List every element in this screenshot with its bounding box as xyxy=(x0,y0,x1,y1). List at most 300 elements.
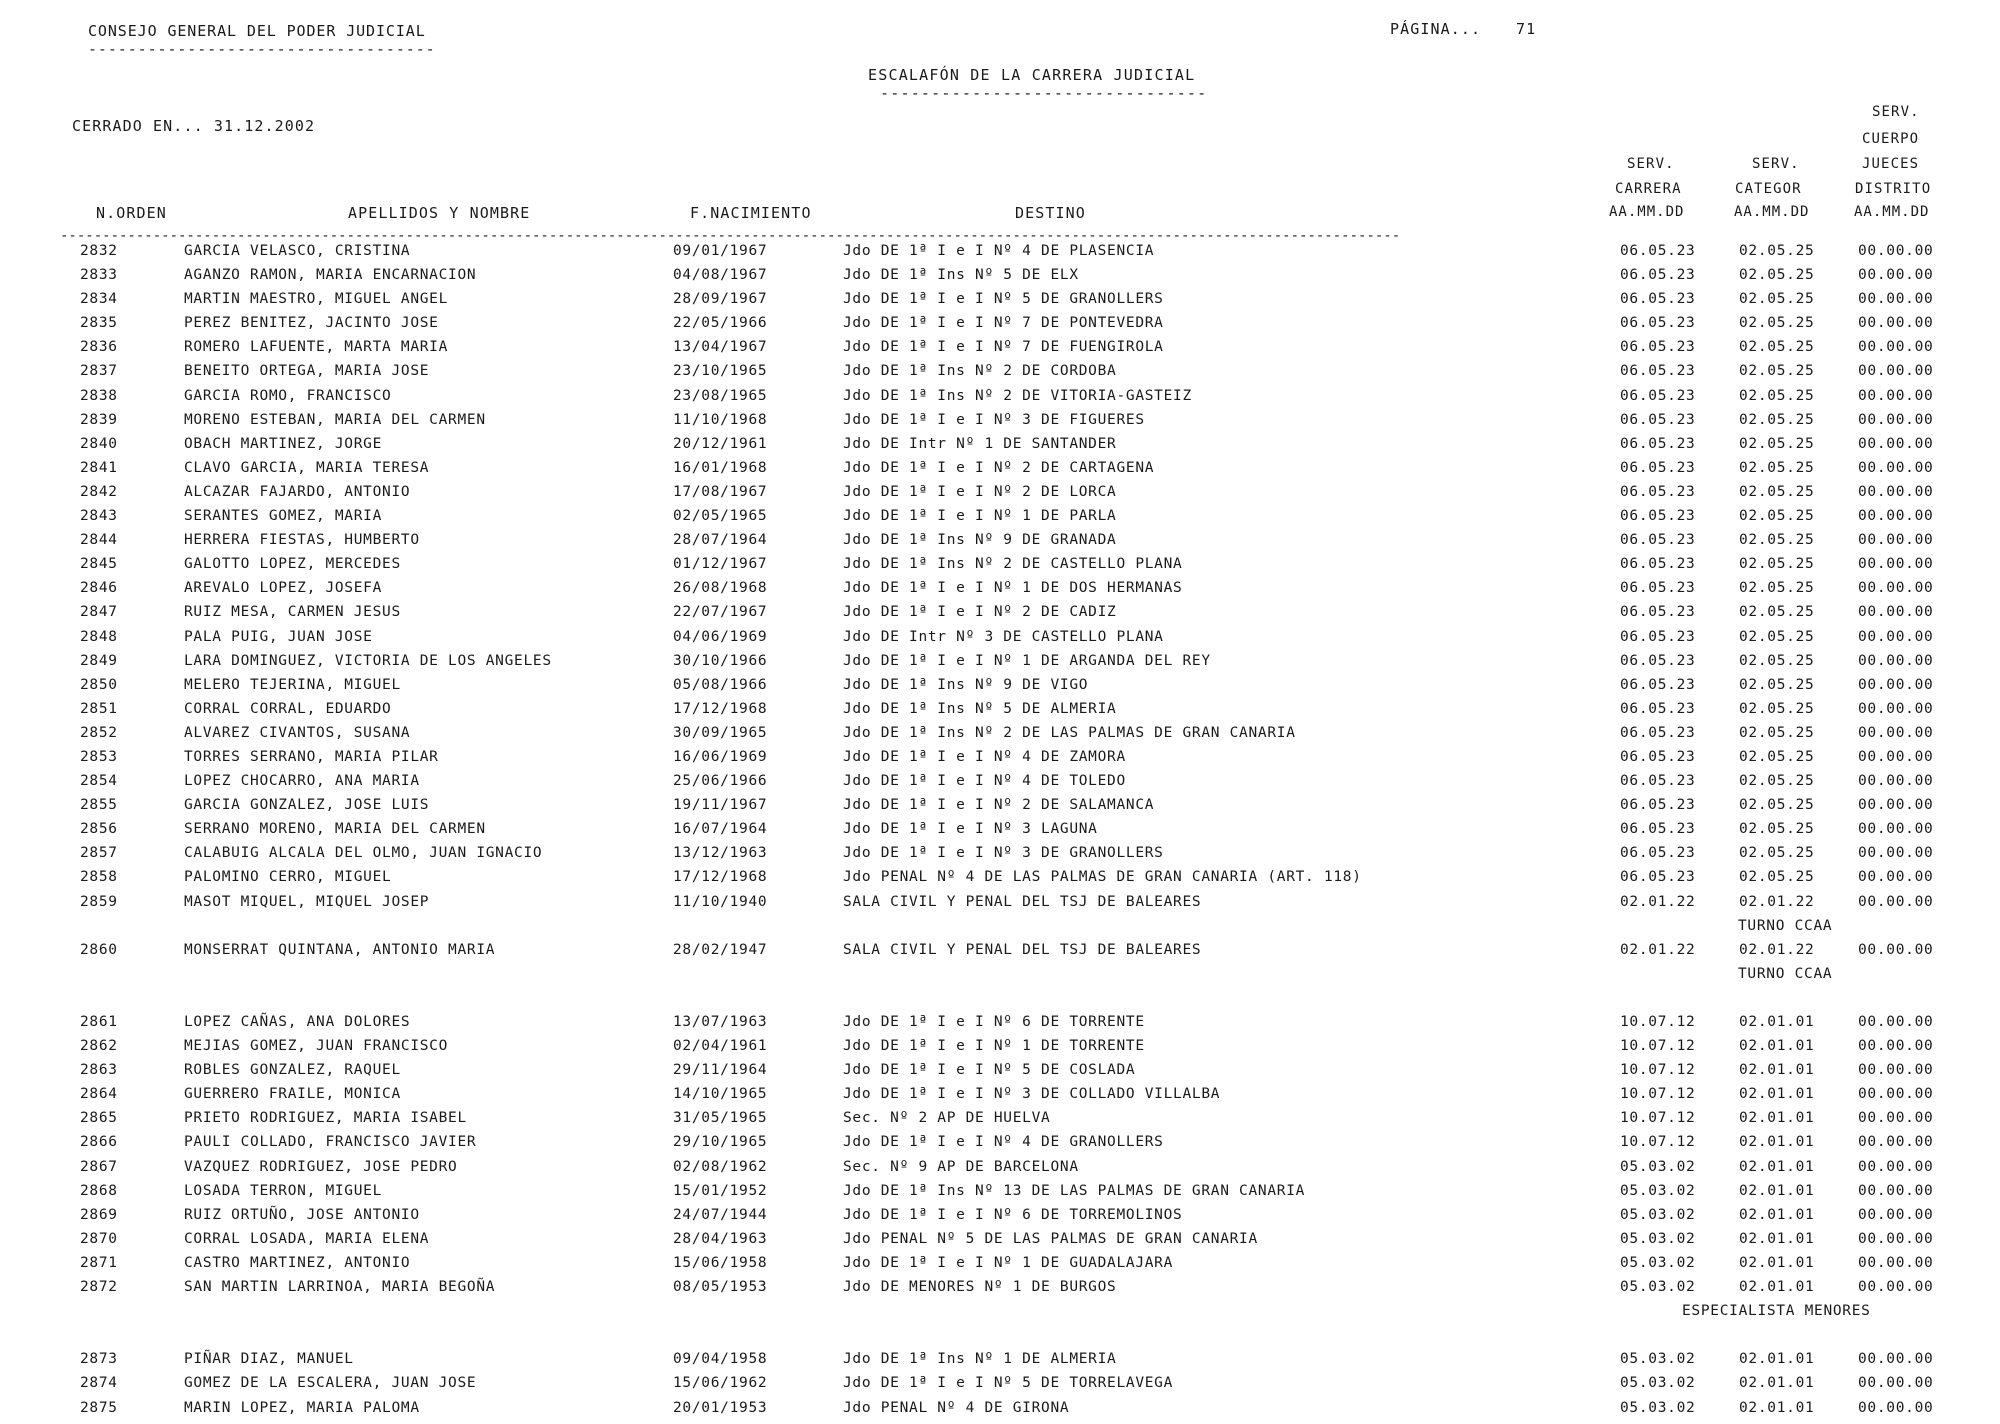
row-f-nacimiento: 08/05/1953 xyxy=(673,1279,768,1296)
row-serv-carrera: 10.07.12 xyxy=(1620,1110,1696,1127)
row-serv-categor: 02.01.22 xyxy=(1739,941,1815,958)
row-destino: Jdo DE 1ª Ins Nº 1 DE ALMERIA xyxy=(843,1351,1117,1368)
row-serv-carrera: 06.05.23 xyxy=(1620,532,1696,549)
row-serv-distrito: 00.00.00 xyxy=(1858,508,1934,525)
row-f-nacimiento: 16/01/1968 xyxy=(673,459,768,476)
row-f-nacimiento: 29/10/1965 xyxy=(673,1134,768,1151)
row-destino: Jdo DE 1ª I e I Nº 5 DE GRANOLLERS xyxy=(843,291,1164,308)
row-serv-distrito: 00.00.00 xyxy=(1858,243,1934,259)
row-apellidos-nombre: MONSERRAT QUINTANA, ANTONIO MARIA xyxy=(184,941,496,958)
row-n-orden: 2857 xyxy=(80,845,118,862)
row-destino: Jdo DE 1ª I e I Nº 6 DE TORREMOLINOS xyxy=(843,1206,1183,1223)
row-serv-categor: 02.05.25 xyxy=(1739,339,1815,356)
header-separator-rule: --------------------------------------------------------------------------------------------------------------------------------------------------------------- xyxy=(60,228,1401,244)
row-destino: Jdo DE 1ª Ins Nº 5 DE ELX xyxy=(843,267,1079,284)
row-apellidos-nombre: TORRES SERRANO, MARIA PILAR xyxy=(184,748,439,765)
row-destino: Jdo DE 1ª I e I Nº 6 DE TORRENTE xyxy=(843,1014,1145,1030)
row-apellidos-nombre: ALVAREZ CIVANTOS, SUSANA xyxy=(184,724,411,741)
row-serv-carrera: 05.03.02 xyxy=(1620,1375,1696,1392)
row-n-orden: 2847 xyxy=(80,604,118,621)
row-serv-distrito: 00.00.00 xyxy=(1858,700,1934,717)
row-serv-carrera: 05.03.02 xyxy=(1620,1206,1696,1223)
row-destino: Jdo DE 1ª I e I Nº 2 DE CADIZ xyxy=(843,604,1117,621)
column-header-categor: CATEGOR xyxy=(1735,181,1802,197)
row-serv-carrera: 06.05.23 xyxy=(1620,508,1696,525)
row-apellidos-nombre: PALA PUIG, JUAN JOSE xyxy=(184,628,373,645)
row-apellidos-nombre: MASOT MIQUEL, MIQUEL JOSEP xyxy=(184,893,430,910)
row-f-nacimiento: 30/10/1966 xyxy=(673,652,768,669)
row-serv-carrera: 06.05.23 xyxy=(1620,748,1696,765)
row-serv-distrito: 00.00.00 xyxy=(1858,676,1934,693)
row-serv-carrera: 06.05.23 xyxy=(1620,459,1696,476)
row-n-orden: 2856 xyxy=(80,821,118,838)
row-n-orden: 2850 xyxy=(80,676,118,693)
row-n-orden: 2841 xyxy=(80,459,118,476)
row-serv-carrera: 05.03.02 xyxy=(1620,1230,1696,1247)
table-row xyxy=(0,869,2000,893)
row-serv-carrera: 06.05.23 xyxy=(1620,315,1696,332)
row-f-nacimiento: 31/05/1965 xyxy=(673,1110,768,1127)
row-apellidos-nombre: GALOTTO LOPEZ, MERCEDES xyxy=(184,556,401,573)
table-row xyxy=(0,436,2000,460)
row-serv-categor: 02.01.01 xyxy=(1739,1110,1815,1127)
row-destino: Jdo DE Intr Nº 3 DE CASTELLO PLANA xyxy=(843,628,1164,645)
row-apellidos-nombre: CORRAL CORRAL, EDUARDO xyxy=(184,700,392,717)
table-row xyxy=(0,484,2000,508)
row-serv-categor: 02.05.25 xyxy=(1739,315,1815,332)
row-f-nacimiento: 16/07/1964 xyxy=(673,821,768,838)
row-serv-distrito: 00.00.00 xyxy=(1858,387,1934,404)
row-serv-carrera: 05.03.02 xyxy=(1620,1254,1696,1271)
row-n-orden: 2874 xyxy=(80,1375,118,1392)
row-serv-carrera: 10.07.12 xyxy=(1620,1062,1696,1079)
column-header-apellidos-nombre: APELLIDOS Y NOMBRE xyxy=(348,204,531,222)
row-destino: Jdo DE 1ª I e I Nº 1 DE TORRENTE xyxy=(843,1038,1145,1055)
row-f-nacimiento: 26/08/1968 xyxy=(673,580,768,597)
row-n-orden: 2865 xyxy=(80,1110,118,1127)
row-n-orden: 2855 xyxy=(80,797,118,814)
row-n-orden: 2843 xyxy=(80,508,118,525)
row-serv-distrito: 00.00.00 xyxy=(1858,1014,1934,1030)
row-serv-carrera: 05.03.02 xyxy=(1620,1399,1696,1416)
row-n-orden: 2859 xyxy=(80,893,118,910)
row-destino: Sec. Nº 2 AP DE HUELVA xyxy=(843,1110,1051,1127)
row-destino: Jdo DE Intr Nº 1 DE SANTANDER xyxy=(843,435,1117,452)
row-serv-carrera: 06.05.23 xyxy=(1620,435,1696,452)
row-serv-distrito: 00.00.00 xyxy=(1858,724,1934,741)
row-apellidos-nombre: PAULI COLLADO, FRANCISCO JAVIER xyxy=(184,1134,477,1151)
row-n-orden: 2852 xyxy=(80,724,118,741)
row-f-nacimiento: 04/06/1969 xyxy=(673,628,768,645)
table-row xyxy=(0,1400,2000,1424)
row-apellidos-nombre: PALOMINO CERRO, MIGUEL xyxy=(184,869,392,886)
row-n-orden: 2836 xyxy=(80,339,118,356)
row-destino: Jdo DE 1ª Ins Nº 9 DE VIGO xyxy=(843,676,1089,693)
row-serv-carrera: 05.03.02 xyxy=(1620,1279,1696,1296)
row-destino: Jdo DE 1ª I e I Nº 3 DE FIGUERES xyxy=(843,411,1145,428)
row-serv-carrera: 06.05.23 xyxy=(1620,845,1696,862)
row-serv-categor: 02.05.25 xyxy=(1739,435,1815,452)
page-number: 71 xyxy=(1516,20,1537,38)
row-n-orden: 2834 xyxy=(80,291,118,308)
table-row xyxy=(0,1207,2000,1231)
row-destino: Jdo DE 1ª Ins Nº 5 DE ALMERIA xyxy=(843,700,1117,717)
row-f-nacimiento: 23/10/1965 xyxy=(673,363,768,380)
row-f-nacimiento: 17/12/1968 xyxy=(673,700,768,717)
row-serv-distrito: 00.00.00 xyxy=(1858,1230,1934,1247)
row-f-nacimiento: 15/06/1962 xyxy=(673,1375,768,1392)
row-apellidos-nombre: MARIN LOPEZ, MARIA PALOMA xyxy=(184,1399,420,1416)
row-apellidos-nombre: GARCIA VELASCO, CRISTINA xyxy=(184,243,411,259)
document-title-underline: -------------------------------- xyxy=(880,84,1208,102)
table-row xyxy=(0,1375,2000,1399)
row-serv-categor: 02.01.01 xyxy=(1739,1158,1815,1175)
row-note: ESPECIALISTA MENORES xyxy=(1682,1303,1871,1320)
row-f-nacimiento: 30/09/1965 xyxy=(673,724,768,741)
table-row xyxy=(0,291,2000,315)
row-destino: Jdo DE 1ª Ins Nº 2 DE CASTELLO PLANA xyxy=(843,556,1183,573)
row-apellidos-nombre: PIÑAR DIAZ, MANUEL xyxy=(184,1351,354,1368)
table-row xyxy=(0,604,2000,628)
row-serv-categor: 02.05.25 xyxy=(1739,508,1815,525)
row-serv-categor: 02.01.01 xyxy=(1739,1062,1815,1079)
row-serv-distrito: 00.00.00 xyxy=(1858,1182,1934,1199)
row-apellidos-nombre: RUIZ ORTUÑO, JOSE ANTONIO xyxy=(184,1206,420,1223)
row-serv-distrito: 00.00.00 xyxy=(1858,845,1934,862)
row-serv-distrito: 00.00.00 xyxy=(1858,315,1934,332)
row-serv-carrera: 10.07.12 xyxy=(1620,1134,1696,1151)
row-serv-categor: 02.05.25 xyxy=(1739,267,1815,284)
table-row xyxy=(0,388,2000,412)
row-f-nacimiento: 11/10/1940 xyxy=(673,893,768,910)
row-n-orden: 2844 xyxy=(80,532,118,549)
row-f-nacimiento: 13/04/1967 xyxy=(673,339,768,356)
row-n-orden: 2849 xyxy=(80,652,118,669)
table-row-note xyxy=(0,1303,2000,1327)
table-row xyxy=(0,508,2000,532)
table-row xyxy=(0,580,2000,604)
row-f-nacimiento: 13/12/1963 xyxy=(673,845,768,862)
row-serv-carrera: 06.05.23 xyxy=(1620,773,1696,790)
row-f-nacimiento: 01/12/1967 xyxy=(673,556,768,573)
row-serv-categor: 02.05.25 xyxy=(1739,556,1815,573)
row-n-orden: 2846 xyxy=(80,580,118,597)
row-apellidos-nombre: SERRANO MORENO, MARIA DEL CARMEN xyxy=(184,821,486,838)
column-header-destino: DESTINO xyxy=(1015,204,1086,222)
row-f-nacimiento: 23/08/1965 xyxy=(673,387,768,404)
row-destino: Jdo DE 1ª Ins Nº 2 DE LAS PALMAS DE GRAN CANARIA xyxy=(843,724,1296,741)
row-serv-distrito: 00.00.00 xyxy=(1858,459,1934,476)
row-apellidos-nombre: MEJIAS GOMEZ, JUAN FRANCISCO xyxy=(184,1038,449,1055)
row-n-orden: 2870 xyxy=(80,1230,118,1247)
row-n-orden: 2862 xyxy=(80,1038,118,1055)
column-header-n-orden: N.ORDEN xyxy=(96,204,167,222)
row-serv-distrito: 00.00.00 xyxy=(1858,652,1934,669)
row-n-orden: 2853 xyxy=(80,748,118,765)
column-header-serv-carrera-1: SERV. xyxy=(1627,156,1675,172)
row-serv-carrera: 02.01.22 xyxy=(1620,893,1696,910)
row-serv-distrito: 00.00.00 xyxy=(1858,1134,1934,1151)
row-apellidos-nombre: SERANTES GOMEZ, MARIA xyxy=(184,508,383,525)
row-f-nacimiento: 16/06/1969 xyxy=(673,748,768,765)
table-row xyxy=(0,460,2000,484)
closing-date: CERRADO EN... 31.12.2002 xyxy=(72,117,316,135)
row-destino: Jdo DE 1ª I e I Nº 1 DE ARGANDA DEL REY xyxy=(843,652,1211,669)
row-destino: Jdo PENAL Nº 5 DE LAS PALMAS DE GRAN CANARIA xyxy=(843,1230,1258,1247)
row-destino: Jdo DE 1ª I e I Nº 2 DE LORCA xyxy=(843,483,1117,500)
row-serv-categor: 02.01.01 xyxy=(1739,1086,1815,1103)
row-serv-categor: 02.01.01 xyxy=(1739,1182,1815,1199)
row-apellidos-nombre: CORRAL LOSADA, MARIA ELENA xyxy=(184,1230,430,1247)
row-n-orden: 2837 xyxy=(80,363,118,380)
row-serv-categor: 02.01.22 xyxy=(1739,893,1815,910)
row-serv-categor: 02.05.25 xyxy=(1739,724,1815,741)
document-title: ESCALAFÓN DE LA CARRERA JUDICIAL xyxy=(868,66,1196,84)
row-serv-distrito: 00.00.00 xyxy=(1858,1351,1934,1368)
row-serv-distrito: 00.00.00 xyxy=(1858,797,1934,814)
row-serv-carrera: 06.05.23 xyxy=(1620,580,1696,597)
row-serv-carrera: 06.05.23 xyxy=(1620,363,1696,380)
row-serv-carrera: 06.05.23 xyxy=(1620,652,1696,669)
row-serv-categor: 02.05.25 xyxy=(1739,411,1815,428)
row-destino: Jdo DE 1ª I e I Nº 7 DE FUENGIROLA xyxy=(843,339,1164,356)
table-row xyxy=(0,701,2000,725)
row-f-nacimiento: 17/08/1967 xyxy=(673,483,768,500)
table-row xyxy=(0,1014,2000,1038)
row-apellidos-nombre: CLAVO GARCIA, MARIA TERESA xyxy=(184,459,430,476)
row-serv-distrito: 00.00.00 xyxy=(1858,1279,1934,1296)
row-serv-distrito: 00.00.00 xyxy=(1858,773,1934,790)
row-serv-distrito: 00.00.00 xyxy=(1858,363,1934,380)
row-serv-categor: 02.05.25 xyxy=(1739,773,1815,790)
row-apellidos-nombre: LOPEZ CAÑAS, ANA DOLORES xyxy=(184,1014,411,1030)
table-row xyxy=(0,894,2000,918)
row-serv-distrito: 00.00.00 xyxy=(1858,483,1934,500)
row-f-nacimiento: 29/11/1964 xyxy=(673,1062,768,1079)
row-destino: Jdo DE 1ª Ins Nº 13 DE LAS PALMAS DE GRAN CANARIA xyxy=(843,1182,1306,1199)
row-n-orden: 2839 xyxy=(80,411,118,428)
row-n-orden: 2866 xyxy=(80,1134,118,1151)
row-destino: Jdo DE 1ª I e I Nº 3 LAGUNA xyxy=(843,821,1098,838)
row-f-nacimiento: 25/06/1966 xyxy=(673,773,768,790)
column-header-aa-mm-dd-carrera: AA.MM.DD xyxy=(1609,204,1685,220)
row-f-nacimiento: 02/05/1965 xyxy=(673,508,768,525)
row-destino: Jdo DE 1ª I e I Nº 1 DE PARLA xyxy=(843,508,1117,525)
row-f-nacimiento: 22/05/1966 xyxy=(673,315,768,332)
table-row xyxy=(0,1110,2000,1134)
row-f-nacimiento: 22/07/1967 xyxy=(673,604,768,621)
table-row xyxy=(0,1134,2000,1158)
row-apellidos-nombre: OBACH MARTINEZ, JORGE xyxy=(184,435,383,452)
row-destino: Jdo DE 1ª I e I Nº 4 DE TOLEDO xyxy=(843,773,1126,790)
table-row xyxy=(0,1255,2000,1279)
row-destino: Jdo DE 1ª I e I Nº 5 DE COSLADA xyxy=(843,1062,1136,1079)
row-serv-categor: 02.01.01 xyxy=(1739,1230,1815,1247)
row-f-nacimiento: 14/10/1965 xyxy=(673,1086,768,1103)
row-apellidos-nombre: BENEITO ORTEGA, MARIA JOSE xyxy=(184,363,430,380)
row-f-nacimiento: 13/07/1963 xyxy=(673,1014,768,1030)
row-serv-carrera: 06.05.23 xyxy=(1620,291,1696,308)
row-destino: Jdo DE 1ª I e I Nº 1 DE GUADALAJARA xyxy=(843,1254,1174,1271)
row-apellidos-nombre: GOMEZ DE LA ESCALERA, JUAN JOSE xyxy=(184,1375,477,1392)
row-destino: SALA CIVIL Y PENAL DEL TSJ DE BALEARES xyxy=(843,893,1202,910)
row-serv-categor: 02.01.01 xyxy=(1739,1014,1815,1030)
row-serv-carrera: 06.05.23 xyxy=(1620,267,1696,284)
row-apellidos-nombre: PRIETO RODRIGUEZ, MARIA ISABEL xyxy=(184,1110,467,1127)
column-header-distrito: DISTRITO xyxy=(1855,181,1932,197)
table-row xyxy=(0,1231,2000,1255)
row-serv-distrito: 00.00.00 xyxy=(1858,532,1934,549)
row-serv-distrito: 00.00.00 xyxy=(1858,941,1934,958)
row-destino: Jdo DE 1ª I e I Nº 3 DE GRANOLLERS xyxy=(843,845,1164,862)
row-n-orden: 2854 xyxy=(80,773,118,790)
row-serv-categor: 02.05.25 xyxy=(1739,483,1815,500)
table-row xyxy=(0,339,2000,363)
row-n-orden: 2873 xyxy=(80,1351,118,1368)
column-header-carrera: CARRERA xyxy=(1615,181,1682,197)
row-destino: Jdo DE 1ª I e I Nº 4 DE ZAMORA xyxy=(843,748,1126,765)
row-n-orden: 2875 xyxy=(80,1399,118,1416)
table-row xyxy=(0,412,2000,436)
row-f-nacimiento: 09/01/1967 xyxy=(673,243,768,259)
row-serv-distrito: 00.00.00 xyxy=(1858,604,1934,621)
row-serv-carrera: 05.03.02 xyxy=(1620,1182,1696,1199)
row-destino: Jdo PENAL Nº 4 DE GIRONA xyxy=(843,1399,1070,1416)
row-serv-carrera: 10.07.12 xyxy=(1620,1014,1696,1030)
row-serv-categor: 02.01.01 xyxy=(1739,1279,1815,1296)
row-serv-categor: 02.05.25 xyxy=(1739,748,1815,765)
row-n-orden: 2858 xyxy=(80,869,118,886)
row-serv-categor: 02.05.25 xyxy=(1739,628,1815,645)
table-row xyxy=(0,629,2000,653)
row-f-nacimiento: 11/10/1968 xyxy=(673,411,768,428)
table-row xyxy=(0,797,2000,821)
row-f-nacimiento: 17/12/1968 xyxy=(673,869,768,886)
column-header-aa-mm-dd-distrito: AA.MM.DD xyxy=(1854,204,1930,220)
row-serv-categor: 02.05.25 xyxy=(1739,363,1815,380)
row-serv-carrera: 05.03.02 xyxy=(1620,1351,1696,1368)
row-n-orden: 2842 xyxy=(80,483,118,500)
row-f-nacimiento: 15/06/1958 xyxy=(673,1254,768,1271)
table-row xyxy=(0,243,2000,267)
table-row xyxy=(0,1351,2000,1375)
page-label: PÁGINA... xyxy=(1390,20,1482,38)
row-destino: Jdo DE 1ª Ins Nº 9 DE GRANADA xyxy=(843,532,1117,549)
row-serv-carrera: 06.05.23 xyxy=(1620,556,1696,573)
row-destino: Jdo DE 1ª Ins Nº 2 DE VITORIA-GASTEIZ xyxy=(843,387,1192,404)
row-serv-categor: 02.01.01 xyxy=(1739,1134,1815,1151)
row-apellidos-nombre: CALABUIG ALCALA DEL OLMO, JUAN IGNACIO xyxy=(184,845,543,862)
row-serv-distrito: 00.00.00 xyxy=(1858,1086,1934,1103)
table-row xyxy=(0,1183,2000,1207)
row-serv-categor: 02.01.01 xyxy=(1739,1206,1815,1223)
row-serv-distrito: 00.00.00 xyxy=(1858,1158,1934,1175)
row-apellidos-nombre: HERRERA FIESTAS, HUMBERTO xyxy=(184,532,420,549)
column-header-jueces: JUECES xyxy=(1862,156,1920,172)
row-n-orden: 2861 xyxy=(80,1014,118,1030)
row-apellidos-nombre: AREVALO LOPEZ, JOSEFA xyxy=(184,580,383,597)
row-serv-carrera: 06.05.23 xyxy=(1620,821,1696,838)
row-apellidos-nombre: AGANZO RAMON, MARIA ENCARNACION xyxy=(184,267,477,284)
row-destino: Jdo DE 1ª I e I Nº 5 DE TORRELAVEGA xyxy=(843,1375,1174,1392)
row-apellidos-nombre: GARCIA ROMO, FRANCISCO xyxy=(184,387,392,404)
row-serv-carrera: 06.05.23 xyxy=(1620,724,1696,741)
table-row xyxy=(0,1038,2000,1062)
row-serv-carrera: 06.05.23 xyxy=(1620,411,1696,428)
row-n-orden: 2835 xyxy=(80,315,118,332)
row-serv-distrito: 00.00.00 xyxy=(1858,893,1934,910)
row-destino: SALA CIVIL Y PENAL DEL TSJ DE BALEARES xyxy=(843,941,1202,958)
column-header-aa-mm-dd-categor: AA.MM.DD xyxy=(1734,204,1810,220)
row-serv-distrito: 00.00.00 xyxy=(1858,291,1934,308)
row-destino: Jdo DE 1ª I e I Nº 7 DE PONTEVEDRA xyxy=(843,315,1164,332)
row-serv-carrera: 06.05.23 xyxy=(1620,797,1696,814)
row-serv-distrito: 00.00.00 xyxy=(1858,821,1934,838)
row-apellidos-nombre: GARCIA GONZALEZ, JOSE LUIS xyxy=(184,797,430,814)
row-destino: Jdo PENAL Nº 4 DE LAS PALMAS DE GRAN CANARIA (ART. 118) xyxy=(843,869,1362,886)
row-serv-carrera: 06.05.23 xyxy=(1620,339,1696,356)
row-serv-carrera: 10.07.12 xyxy=(1620,1086,1696,1103)
table-row xyxy=(0,1062,2000,1086)
table-row xyxy=(0,1279,2000,1303)
row-n-orden: 2868 xyxy=(80,1182,118,1199)
row-serv-categor: 02.01.01 xyxy=(1739,1399,1815,1416)
row-f-nacimiento: 20/12/1961 xyxy=(673,435,768,452)
row-serv-carrera: 06.05.23 xyxy=(1620,628,1696,645)
row-f-nacimiento: 05/08/1966 xyxy=(673,676,768,693)
row-n-orden: 2867 xyxy=(80,1158,118,1175)
row-n-orden: 2864 xyxy=(80,1086,118,1103)
row-serv-categor: 02.05.25 xyxy=(1739,845,1815,862)
row-serv-categor: 02.05.25 xyxy=(1739,387,1815,404)
row-destino: Jdo DE 1ª I e I Nº 4 DE GRANOLLERS xyxy=(843,1134,1164,1151)
organization-underline: ----------------------------------- xyxy=(88,40,436,58)
row-serv-categor: 02.01.01 xyxy=(1739,1351,1815,1368)
row-serv-distrito: 00.00.00 xyxy=(1858,411,1934,428)
row-n-orden: 2872 xyxy=(80,1279,118,1296)
row-destino: Jdo DE 1ª I e I Nº 2 DE CARTAGENA xyxy=(843,459,1155,476)
row-apellidos-nombre: MARTIN MAESTRO, MIGUEL ANGEL xyxy=(184,291,449,308)
row-note: TURNO CCAA xyxy=(1738,917,1833,934)
row-f-nacimiento: 28/09/1967 xyxy=(673,291,768,308)
row-serv-distrito: 00.00.00 xyxy=(1858,1375,1934,1392)
row-n-orden: 2860 xyxy=(80,941,118,958)
table-row-spacer xyxy=(0,1327,2000,1351)
row-serv-categor: 02.05.25 xyxy=(1739,604,1815,621)
row-serv-categor: 02.05.25 xyxy=(1739,580,1815,597)
row-serv-distrito: 00.00.00 xyxy=(1858,869,1934,886)
row-destino: Jdo DE 1ª I e I Nº 1 DE DOS HERMANAS xyxy=(843,580,1183,597)
row-serv-distrito: 00.00.00 xyxy=(1858,339,1934,356)
column-header-serv-categor-1: SERV. xyxy=(1752,156,1800,172)
table-body xyxy=(0,243,2000,1424)
row-serv-categor: 02.05.25 xyxy=(1739,291,1815,308)
row-apellidos-nombre: LOSADA TERRON, MIGUEL xyxy=(184,1182,383,1199)
row-serv-carrera: 10.07.12 xyxy=(1620,1038,1696,1055)
row-apellidos-nombre: MORENO ESTEBAN, MARIA DEL CARMEN xyxy=(184,411,486,428)
row-serv-distrito: 00.00.00 xyxy=(1858,1038,1934,1055)
row-f-nacimiento: 04/08/1967 xyxy=(673,267,768,284)
table-row xyxy=(0,821,2000,845)
row-destino: Jdo DE 1ª I e I Nº 4 DE PLASENCIA xyxy=(843,243,1155,259)
row-f-nacimiento: 24/07/1944 xyxy=(673,1206,768,1223)
row-apellidos-nombre: LARA DOMINGUEZ, VICTORIA DE LOS ANGELES xyxy=(184,652,552,669)
row-n-orden: 2832 xyxy=(80,243,118,259)
table-row xyxy=(0,845,2000,869)
table-row xyxy=(0,653,2000,677)
row-apellidos-nombre: ROMERO LAFUENTE, MARTA MARIA xyxy=(184,339,449,356)
table-row-note xyxy=(0,966,2000,990)
